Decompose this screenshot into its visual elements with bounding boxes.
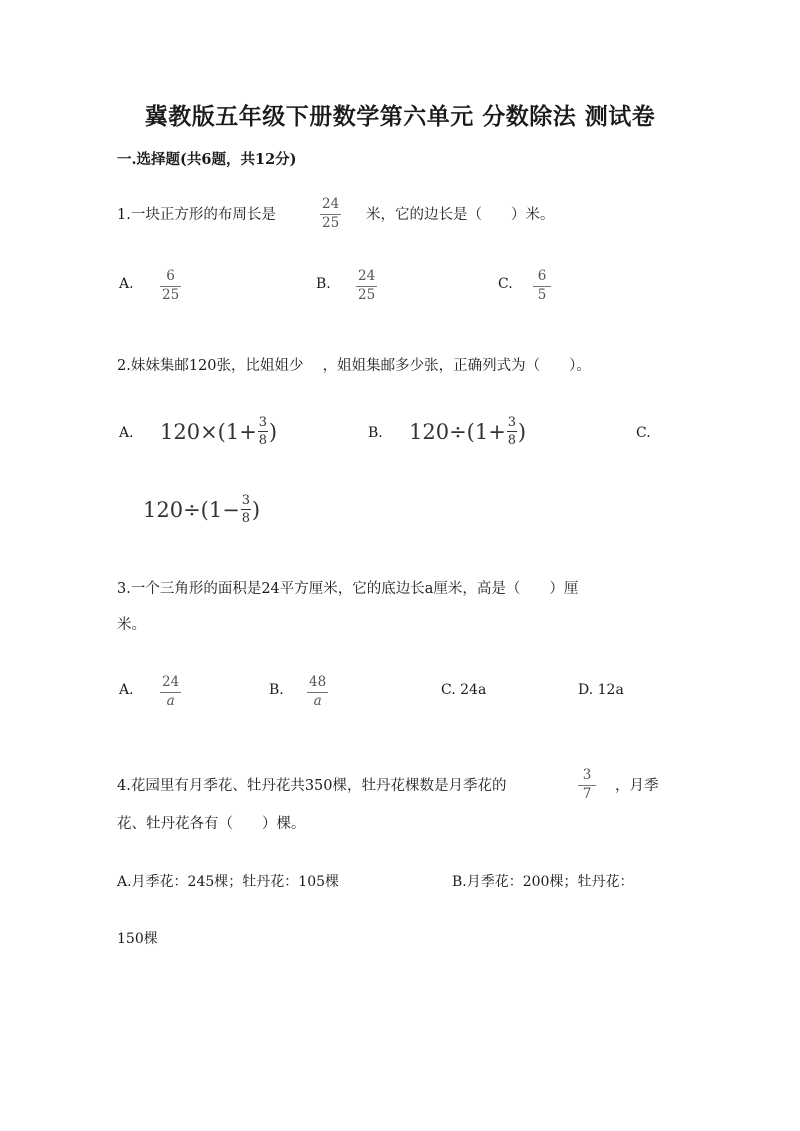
q3-option-b-fraction: 48 a: [309, 674, 327, 709]
q1-option-c-label[interactable]: C.: [498, 276, 513, 292]
q3-option-d[interactable]: D. 12a: [578, 682, 624, 698]
q4-fraction: 3 7: [578, 769, 596, 801]
q1-text-post: 米，它的边长是（ ）米。: [366, 207, 555, 223]
q3-option-c[interactable]: C. 24a: [441, 682, 487, 698]
q1-option-b-label[interactable]: B.: [316, 276, 331, 292]
q2-option-c-label[interactable]: C.: [636, 425, 651, 441]
q4-text-line1-post: ，月季: [615, 778, 659, 794]
q4-option-a[interactable]: A.月季花：245棵；牡丹花：105棵: [117, 874, 340, 890]
q1-option-a-label[interactable]: A.: [119, 276, 134, 292]
section-heading: 一.选择题(共6题，共12分): [117, 151, 297, 168]
q1-text: 1.一块正方形的布周长是: [117, 207, 276, 223]
q2-option-a-expression: 120×(1+ 3 8 ): [160, 415, 278, 448]
q1-option-b-fraction: 24 25: [358, 268, 376, 303]
q4-text-line2: 花、牡丹花各有（ ）棵。: [117, 816, 306, 832]
q2-option-a-label[interactable]: A.: [119, 425, 134, 441]
q2-option-b-label[interactable]: B.: [368, 425, 383, 441]
q1-fraction: 24 25: [322, 196, 340, 231]
q4-option-b-continued: 150棵: [117, 931, 158, 947]
q4-option-b[interactable]: B.月季花：200棵；牡丹花：: [452, 874, 634, 890]
q1-option-a-fraction: 6 25: [162, 268, 180, 303]
q3-text-line1: 3.一个三角形的面积是24平方厘米，它的底边长a厘米，高是（ ）厘: [117, 581, 579, 597]
page-title: 冀教版五年级下册数学第六单元 分数除法 测试卷: [144, 103, 656, 130]
q1-option-c-fraction: 6 5: [533, 270, 551, 302]
q3-option-a-fraction: 24 a: [162, 674, 180, 709]
q3-option-b-label[interactable]: B.: [269, 682, 284, 698]
q3-option-a-label[interactable]: A.: [119, 682, 134, 698]
q2-text: 2.妹妹集邮120张，比姐姐少 ，姐姐集邮多少张，正确列式为（ ）。: [117, 358, 591, 374]
q2-option-b-expression: 120÷(1+ 3 8 ): [409, 415, 527, 448]
q4-text-line1: 4.花园里有月季花、牡丹花共350棵，牡丹花棵数是月季花的: [117, 778, 507, 794]
q3-text-line2: 米。: [117, 617, 146, 633]
q2-option-c-expression: 120÷(1− 3 8 ): [143, 493, 261, 526]
